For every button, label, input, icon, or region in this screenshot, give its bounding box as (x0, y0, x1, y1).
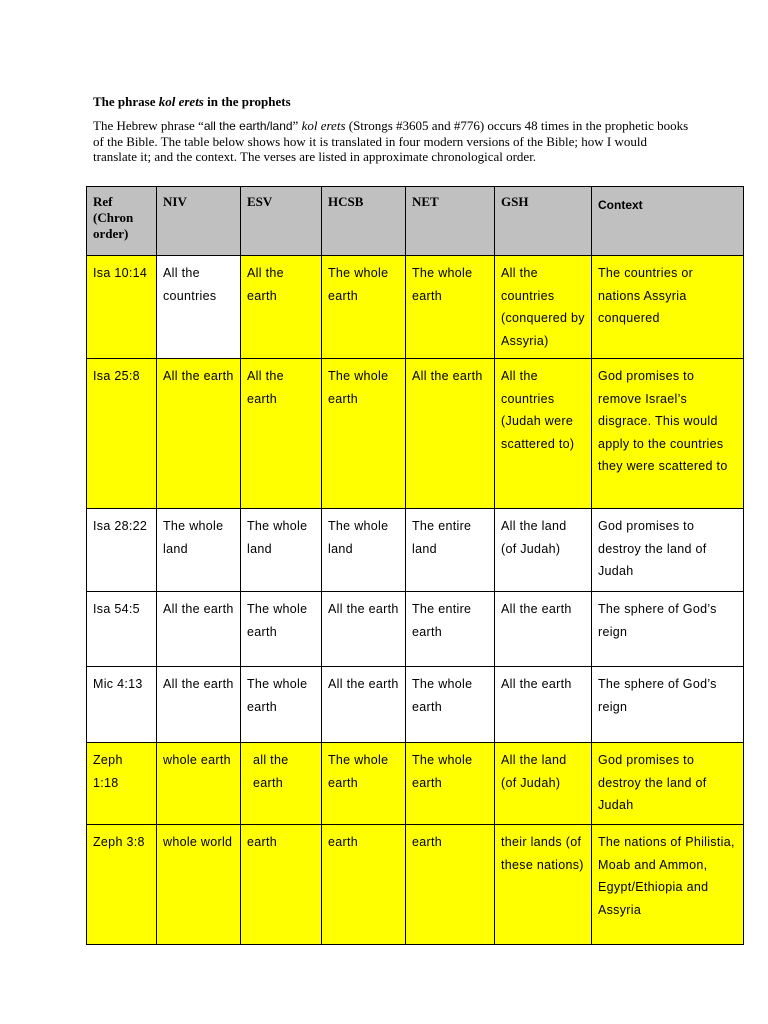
cell-context: The sphere of God’s reign (592, 592, 744, 667)
cell-hcsb: All the earth (322, 592, 406, 667)
table-row (87, 667, 744, 743)
translation-table (86, 186, 744, 945)
cell-niv: All the earth (157, 667, 241, 743)
cell-esv: all the earth (241, 743, 322, 825)
table-row (87, 256, 744, 359)
cell-esv: All the earth (241, 359, 322, 509)
cell-niv: All the earth (157, 359, 241, 509)
cell-ref: Isa 10:14 (87, 256, 157, 359)
cell-context: God promises to destroy the land of Judah (592, 509, 744, 592)
cell-niv: whole world (157, 825, 241, 945)
cell-hcsb: earth (322, 825, 406, 945)
cell-ref: Isa 54:5 (87, 592, 157, 667)
column-header-hcsb: HCSB (322, 187, 406, 256)
cell-esv: The whole land (241, 509, 322, 592)
column-header-context: Context (592, 187, 744, 256)
intro-paragraph (93, 118, 693, 164)
cell-context: The countries or nations Assyria conquered (592, 256, 744, 359)
cell-esv: All the earth (241, 256, 322, 359)
cell-hcsb: The whole earth (322, 743, 406, 825)
cell-gsh: All the countries (conquered by Assyria) (495, 256, 592, 359)
cell-gsh: All the earth (495, 592, 592, 667)
cell-net: The whole earth (406, 667, 495, 743)
cell-context: The sphere of God’s reign (592, 667, 744, 743)
heading-text-pre: The phrase (93, 94, 159, 109)
cell-net: The entire earth (406, 592, 495, 667)
intro-text-1: The Hebrew phrase “ (93, 118, 204, 133)
cell-gsh: All the land (of Judah) (495, 509, 592, 592)
page-title (93, 94, 693, 110)
intro-text-2: ” (292, 118, 302, 133)
cell-gsh: All the earth (495, 667, 592, 743)
cell-niv: The whole land (157, 509, 241, 592)
column-header-ref: Ref (Chron order) (87, 187, 157, 256)
cell-ref: Zeph 3:8 (87, 825, 157, 945)
cell-ref: Zeph 1:18 (87, 743, 157, 825)
cell-niv: All the earth (157, 592, 241, 667)
intro-text-3: (Strongs #3605 and #776) occurs 48 times in the prophetic books of the Bible. The table below shows how it is translated in four modern versions of the Bible; how I would translate it; and the context. The verses are listed in approximate chronological order. (93, 118, 689, 164)
column-header-esv: ESV (241, 187, 322, 256)
intro-quote: all the earth/land (203, 119, 293, 133)
column-header-niv: NIV (157, 187, 241, 256)
table-row (87, 592, 744, 667)
table-header-row (87, 187, 744, 256)
column-header-net: NET (406, 187, 495, 256)
cell-gsh: All the countries (Judah were scattered to) (495, 359, 592, 509)
cell-hcsb: All the earth (322, 667, 406, 743)
cell-esv: The whole earth (241, 667, 322, 743)
cell-hcsb: The whole land (322, 509, 406, 592)
intro-italic: kol erets (301, 118, 346, 133)
heading-text-italic: kol erets (158, 94, 204, 109)
cell-context: The nations of Philistia, Moab and Ammon, Egypt/Ethiopia and Assyria (592, 825, 744, 945)
table-row (87, 743, 744, 825)
cell-net: earth (406, 825, 495, 945)
cell-ref: Mic 4:13 (87, 667, 157, 743)
cell-esv: The whole earth (241, 592, 322, 667)
heading-text-post: in the prophets (203, 94, 291, 109)
table-row (87, 825, 744, 945)
cell-context: God promises to remove Israel’s disgrace. This would apply to the countries they were scattered to (592, 359, 744, 509)
cell-net: The whole earth (406, 743, 495, 825)
column-header-gsh: GSH (495, 187, 592, 256)
cell-esv: earth (241, 825, 322, 945)
table-row (87, 359, 744, 509)
cell-context: God promises to destroy the land of Judah (592, 743, 744, 825)
cell-net: The whole earth (406, 256, 495, 359)
cell-ref: Isa 28:22 (87, 509, 157, 592)
cell-net: The entire land (406, 509, 495, 592)
cell-niv: All the countries (157, 256, 241, 359)
cell-hcsb: The whole earth (322, 256, 406, 359)
cell-ref: Isa 25:8 (87, 359, 157, 509)
cell-hcsb: The whole earth (322, 359, 406, 509)
cell-gsh: All the land (of Judah) (495, 743, 592, 825)
cell-niv: whole earth (157, 743, 241, 825)
cell-gsh: their lands (of these nations) (495, 825, 592, 945)
cell-net: All the earth (406, 359, 495, 509)
table-row (87, 509, 744, 592)
